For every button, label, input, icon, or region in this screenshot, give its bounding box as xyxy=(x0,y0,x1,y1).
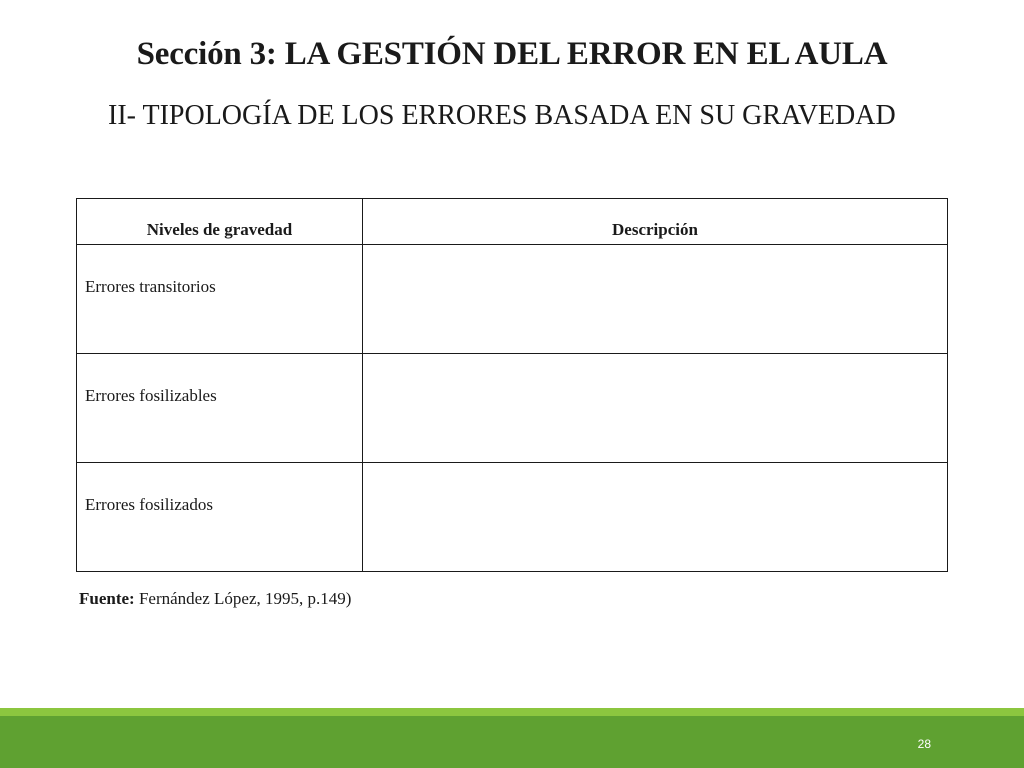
source-label: Fuente: xyxy=(79,589,135,608)
level-cell: Errores fosilizados xyxy=(77,463,363,572)
header-levels: Niveles de gravedad xyxy=(77,199,363,245)
description-cell xyxy=(363,245,948,354)
source-note xyxy=(79,589,351,609)
level-cell: Errores fosilizables xyxy=(77,354,363,463)
slide-subtitle: II- TIPOLOGÍA DE LOS ERRORES BASADA EN SU GRAVEDAD xyxy=(108,100,896,131)
error-levels-table xyxy=(76,198,948,572)
footer-accent-line xyxy=(0,708,1024,716)
level-cell: Errores transitorios xyxy=(77,245,363,354)
description-cell xyxy=(363,463,948,572)
slide-number: 28 xyxy=(917,737,931,751)
table-header-row xyxy=(77,199,948,245)
header-description: Descripción xyxy=(363,199,948,245)
slide-title: Sección 3: LA GESTIÓN DEL ERROR EN EL AULA xyxy=(136,36,888,72)
footer-bar xyxy=(0,716,1024,768)
description-cell xyxy=(363,354,948,463)
source-text: Fernández López, 1995, p.149) xyxy=(134,589,352,608)
table-row xyxy=(77,463,948,572)
table-row xyxy=(77,354,948,463)
table-row xyxy=(77,245,948,354)
